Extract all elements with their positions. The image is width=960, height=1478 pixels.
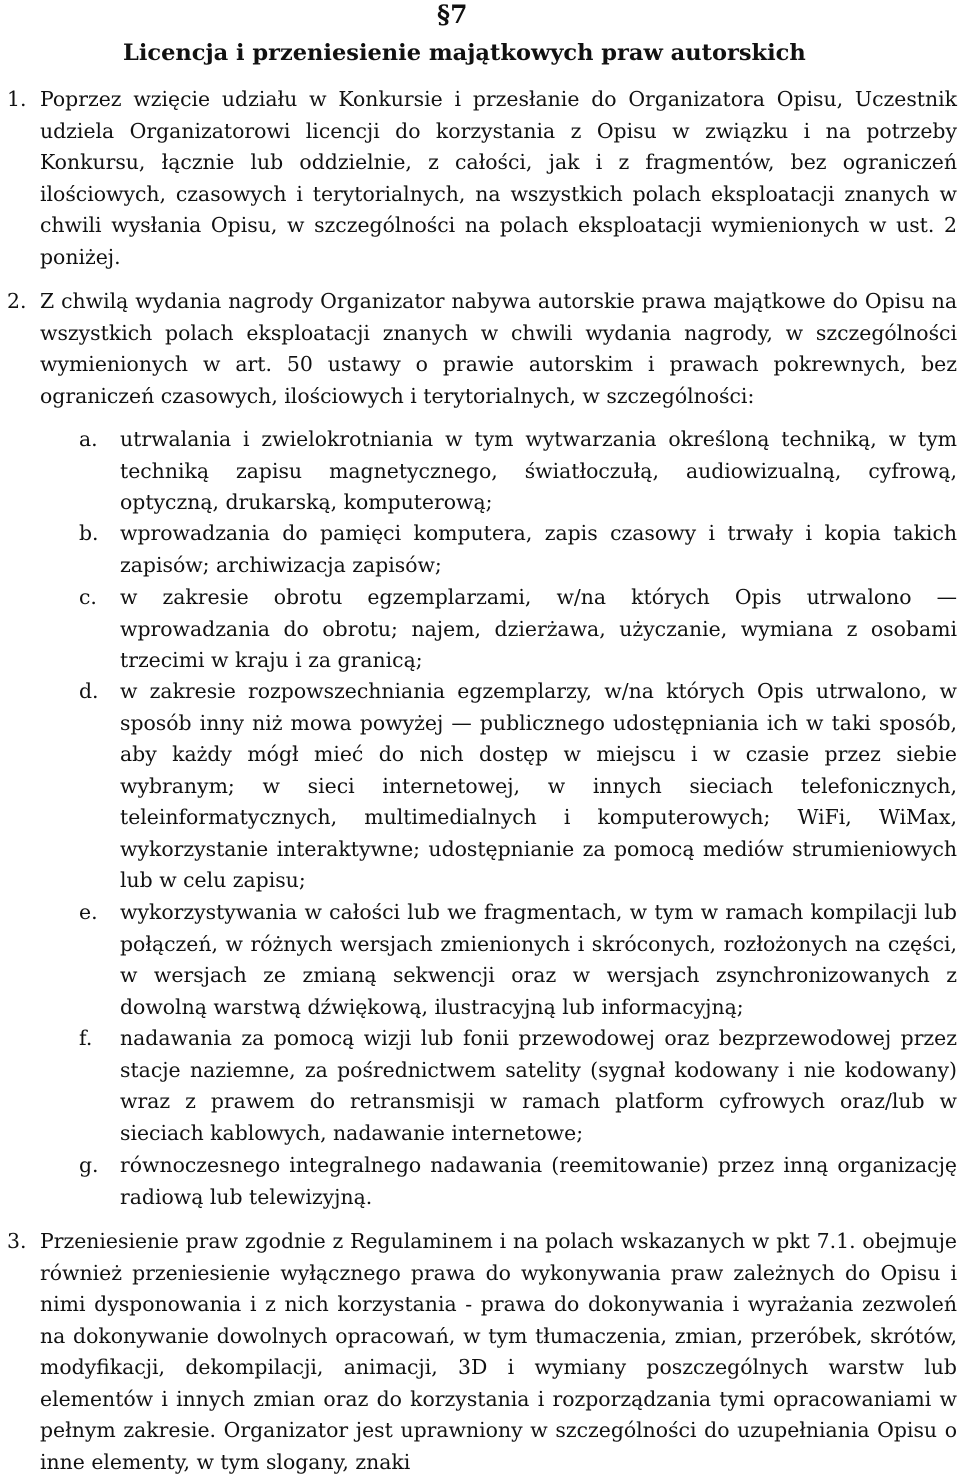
- point-number: 2.: [7, 289, 27, 313]
- item-text: wprowadzania do pamięci komputera, zapis czasowy i trwały i kopia takich zapisów; archiwizacja zapisów;: [120, 521, 957, 577]
- section-mark: §7: [437, 0, 468, 29]
- point-text: Z chwilą wydania nagrody Organizator nabywa autorskie prawa majątkowe do Opisu na wszystkich polach eksploatacji znanych w chwili wydania nagrody, w szczególności wymienionych w art. 50 ustawy o prawie autorskim i prawach pokrewnych, bez ograniczeń czasowych, ilościowych i terytorialnych, w szczególności:: [40, 289, 957, 408]
- list-item-f: [79, 1023, 957, 1149]
- list-item-g: [79, 1150, 957, 1213]
- item-letter: c.: [79, 585, 97, 609]
- item-letter: d.: [79, 679, 99, 703]
- item-letter: g.: [79, 1153, 99, 1177]
- list-item-b: [79, 518, 957, 581]
- item-letter: a.: [79, 427, 98, 451]
- item-letter: f.: [79, 1026, 93, 1050]
- item-text: nadawania za pomocą wizji lub fonii przewodowej oraz bezprzewodowej przez stacje naziemne, za pośrednictwem satelity (sygnał kodowany i nie kodowany) wraz z prawem do retransmisji w ramach platform cyfrowych oraz/lub w sieciach kablowych, nadawanie internetowe;: [120, 1026, 957, 1145]
- item-text: wykorzystywania w całości lub we fragmentach, w tym w ramach kompilacji lub połączeń, w różnych wersjach zmienionych i skróconych, rozłożonych na części, w wersjach ze zmianą sekwencji oraz w wersjach zsynchronizowanych z dowolną warstwą dźwiękową, ilustracyjną lub informacyjną;: [120, 900, 957, 1019]
- item-text: w zakresie rozpowszechniania egzemplarzy, w/na których Opis utrwalono, w sposób inny niż mowa powyżej — publicznego udostępniania ich w taki sposób, aby każdy mógł mieć do nich dostęp w miejscu i w czasie przez siebie wybranym; w sieci internetowej, w innych sieciach telefonicznych, teleinformatycznych, multimedialnych i komputerowych; WiFi, WiMax, wykorzystanie interaktywne; udostępnianie za pomocą mediów strumieniowych lub w celu zapisu;: [120, 679, 957, 892]
- point-3: [7, 1226, 957, 1478]
- list-item-c: [79, 582, 957, 677]
- point-number: 1.: [7, 87, 27, 111]
- item-letter: b.: [79, 521, 99, 545]
- list-item-a: [79, 424, 957, 519]
- item-text: w zakresie obrotu egzemplarzami, w/na których Opis utrwalono — wprowadzania do obrotu; najem, dzierżawa, użyczanie, wymiana z osobami trzecimi w kraju i za granicą;: [120, 585, 957, 672]
- page-title: Licencja i przeniesienie majątkowych praw autorskich: [123, 40, 806, 66]
- list-item-e: [79, 897, 957, 1023]
- item-letter: e.: [79, 900, 98, 924]
- point-text: Poprzez wzięcie udziału w Konkursie i przesłanie do Organizatora Opisu, Uczestnik udziela Organizatorowi licencji do korzystania z Opisu w związku i na potrzeby Konkursu, łącznie lub oddzielnie, z całości, jak i z fragmentów, bez ograniczeń ilościowych, czasowych i terytorialnych, na wszystkich polach eksploatacji znanych w chwili wysłania Opisu, w szczególności na polach eksploatacji wymienionych w ust. 2 poniżej.: [40, 87, 957, 269]
- point-number: 3.: [7, 1229, 27, 1253]
- list-item-d: [79, 676, 957, 897]
- point-1: [7, 84, 957, 273]
- point-text: Przeniesienie praw zgodnie z Regulaminem i na polach wskazanych w pkt 7.1. obejmuje również przeniesienie wyłącznego prawa do wykonywania praw zależnych do Opisu i nimi dysponowania i z nich korzystania - prawa do dokonywania i wyrażania zezwoleń na dokonywanie dowolnych opracowań, w tym tłumaczenia, zmian, przeróbek, skrótów, modyfikacji, dekompilacji, animacji, 3D i wymiany poszczególnych warstw lub elementów i innych zmian oraz do korzystania i rozporządzania tymi opracowaniami w pełnym zakresie. Organizator jest uprawniony w szczególności do uzupełniania Opisu o inne elementy, w tym slogany, znaki: [40, 1229, 957, 1474]
- item-text: równoczesnego integralnego nadawania (reemitowanie) przez inną organizację radiową lub telewizyjną.: [120, 1153, 957, 1209]
- point-2: [7, 286, 957, 412]
- item-text: utrwalania i zwielokrotniania w tym wytwarzania określoną techniką, w tym techniką zapisu magnetycznego, światłoczułą, audiowizualną, cyfrową, optyczną, drukarską, komputerową;: [120, 427, 957, 514]
